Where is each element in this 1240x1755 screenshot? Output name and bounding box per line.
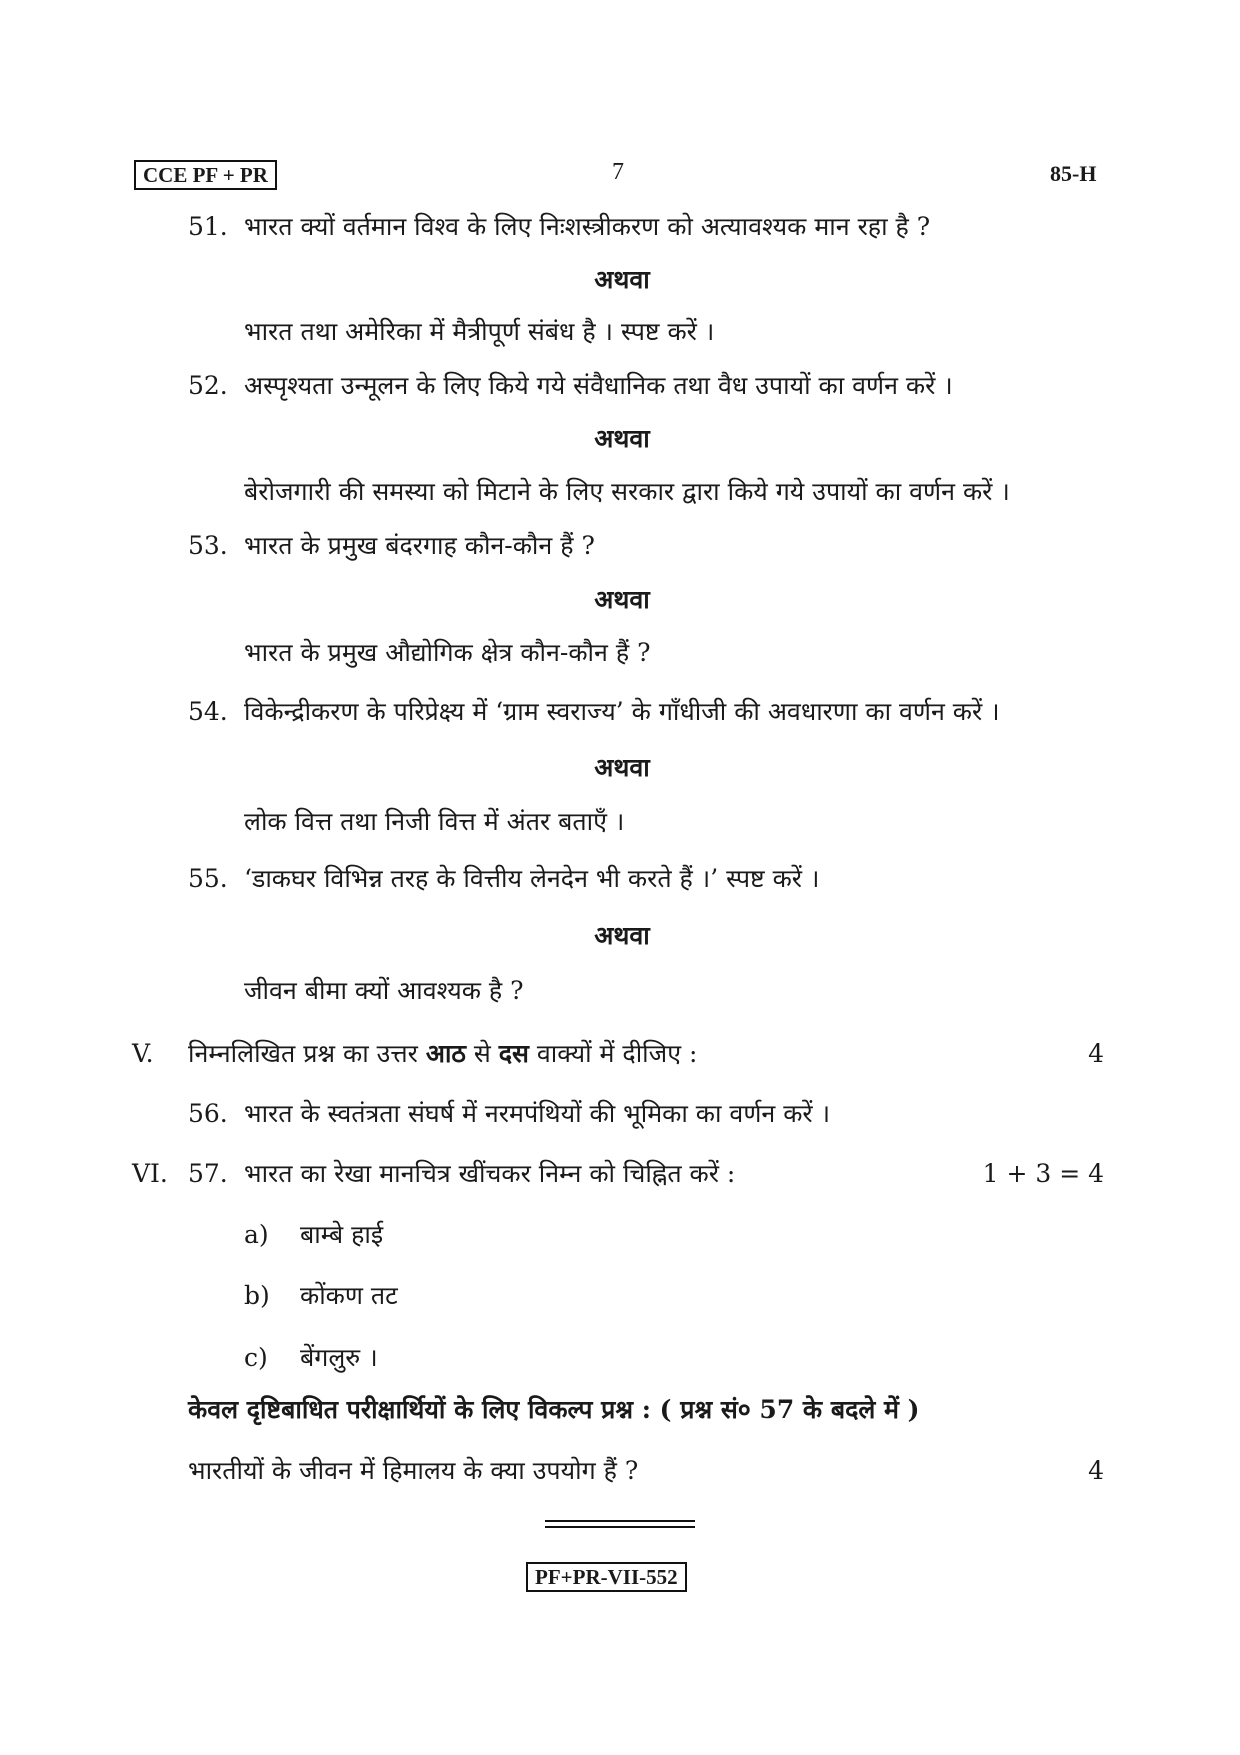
question-number: 56. [188,1099,228,1128]
list-item-marker: c) [244,1343,268,1372]
footer-code: PF+PR-VII-552 [526,1562,687,1592]
alternate-heading: केवल दृष्टिबाधित परीक्षार्थियों के लिए विकल्प प्रश्न : ( प्रश्न सं० 57 के बदले में ) [188,1395,920,1424]
alternate-question-text: लोक वित्त तथा निजी वित्त में अंतर बताएँ । [244,807,625,836]
instruction-text: वाक्यों में दीजिए : [536,1039,698,1068]
question-number: 54. [188,697,228,726]
question-text: अस्पृश्यता उन्मूलन के लिए किये गये संवैधानिक तथा वैध उपायों का वर्णन करें । [244,371,953,400]
list-item: बेंगलुरु । [300,1343,378,1372]
section-marks: 1 + 3 = 4 [982,1159,1104,1188]
question-number: 55. [188,864,228,893]
question-number: 52. [188,371,228,400]
alternate-question-text: भारत के प्रमुख औद्योगिक क्षेत्र कौन-कौन हैं ? [244,638,651,667]
alternate-question-text: जीवन बीमा क्यों आवश्यक है ? [244,976,524,1005]
alternate-question-text: बेरोजगारी की समस्या को मिटाने के लिए सरकार द्वारा किये गये उपायों का वर्णन करें । [244,477,1010,506]
instruction-bold-eight: आठ [425,1039,466,1068]
question-text: भारत के स्वतंत्रता संघर्ष में नरमपंथियों की भूमिका का वर्णन करें । [244,1099,831,1128]
question-text: ‘डाकघर विभिन्न तरह के वित्तीय लेनदेन भी करते हैं ।’ स्पष्ट करें । [244,864,820,893]
list-item: कोंकण तट [300,1281,398,1310]
paper-code-left: CCE PF + PR [134,160,277,190]
question-text: विकेन्द्रीकरण के परिप्रेक्ष्य में ‘ग्राम स्वराज्य’ के गाँधीजी की अवधारणा का वर्णन करें । [244,697,1000,726]
or-label: अथवा [594,753,650,782]
question-text: भारत क्यों वर्तमान विश्व के लिए निःशस्त्रीकरण को अत्यावश्यक मान रहा है ? [244,212,931,241]
question-number: 57. [188,1159,228,1188]
instruction-text: निम्नलिखित प्रश्न का उत्तर [188,1039,418,1068]
page-number: 7 [612,159,624,185]
alternate-question-text: भारत तथा अमेरिका में मैत्रीपूर्ण संबंध है । स्पष्ट करें । [244,317,715,346]
or-label: अथवा [594,585,650,614]
section-label: VI. [132,1159,168,1188]
question-text: भारत के प्रमुख बंदरगाह कौन-कौन हैं ? [244,531,595,560]
end-rule-top [545,1520,695,1522]
instruction-bold-ten: दस [498,1039,529,1068]
paper-code-right: 85-H [1050,161,1097,186]
list-item: बाम्बे हाई [300,1220,384,1249]
section-instruction [188,1038,697,1070]
end-rule-bottom [545,1526,695,1528]
question-number: 53. [188,531,228,560]
or-label: अथवा [594,921,650,950]
list-item-marker: a) [244,1220,269,1249]
or-label: अथवा [594,265,650,294]
section-marks: 4 [1088,1039,1104,1068]
instruction-text: से [473,1039,491,1068]
alternate-question-text: भारतीयों के जीवन में हिमालय के क्या उपयोग हैं ? [188,1456,639,1485]
list-item-marker: b) [244,1281,270,1310]
question-number: 51. [188,212,228,241]
question-text: भारत का रेखा मानचित्र खींचकर निम्न को चिह्नित करें : [244,1159,736,1188]
alternate-marks: 4 [1088,1456,1104,1485]
section-label: V. [132,1039,154,1068]
or-label: अथवा [594,424,650,453]
